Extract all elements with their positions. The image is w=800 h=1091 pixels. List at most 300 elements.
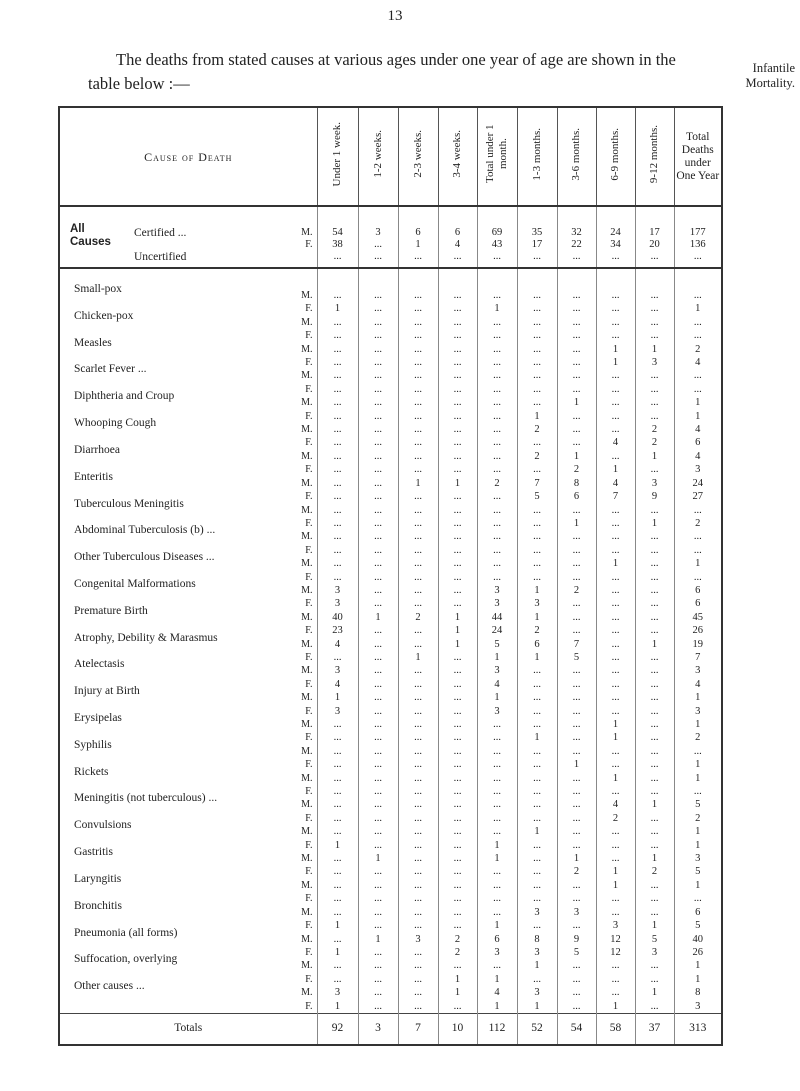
value-cell: ... [398, 825, 438, 838]
value-cell: 2 [517, 450, 557, 463]
value-cell: ... [438, 865, 477, 878]
value-cell: ... [477, 289, 517, 302]
value-cell: ... [517, 758, 557, 771]
value-cell: ... [477, 530, 517, 543]
value-cell: ... [358, 423, 398, 436]
sex-label: M. [301, 853, 313, 865]
value-cell: ... [635, 678, 674, 691]
value-cell: ... [557, 664, 596, 677]
value-cell: 3 [517, 906, 557, 919]
value-cell: 1 [596, 718, 635, 731]
sex-label: M. [301, 477, 313, 489]
value-cell: ... [674, 892, 722, 905]
value-cell: ... [635, 745, 674, 758]
sex-label: F. [305, 517, 313, 529]
cause-label-cell [59, 631, 317, 651]
value-cell: ... [317, 825, 358, 838]
value-cell: 2 [674, 343, 722, 356]
sex-label: F. [305, 571, 313, 583]
value-cell: ... [398, 396, 438, 409]
value-cell: 6 [557, 490, 596, 503]
value-cell: ... [477, 329, 517, 342]
value-cell: 1 [438, 638, 477, 651]
value-cell: 8 [517, 933, 557, 946]
value-cell: ... [557, 772, 596, 785]
sex-label: F. [305, 920, 313, 932]
value-cell: ... [438, 892, 477, 905]
cause-row [59, 745, 722, 758]
value-cell: 6 [477, 933, 517, 946]
value-cell: ... [596, 638, 635, 651]
cause-name: Meningitis (not tuberculous) ... [74, 792, 218, 805]
value-cell: ... [358, 691, 398, 704]
value-cell: 1 [438, 624, 477, 637]
value-cell: ... [557, 812, 596, 825]
value-cell: ... [635, 410, 674, 423]
value-cell: ... [477, 758, 517, 771]
value-cell: ... [477, 343, 517, 356]
col-header: 1-2 weeks. [358, 107, 398, 206]
side-note-line: Infantile [752, 61, 795, 75]
sex-label: F. [305, 946, 313, 958]
value-cell: ... [674, 544, 722, 557]
cause-row [59, 316, 722, 329]
cause-label-cell [59, 846, 317, 865]
value-cell: ... [557, 798, 596, 811]
value-cell: ... [358, 825, 398, 838]
value-cell: ... [557, 624, 596, 637]
value-cell: 1 [317, 946, 358, 959]
value-cell: ... [517, 678, 557, 691]
value-cell: 3 [635, 946, 674, 959]
value-cell: ... [596, 544, 635, 557]
cause-row [59, 839, 722, 852]
value-cell: ... [557, 745, 596, 758]
value-cell: ... [635, 731, 674, 744]
value-cell: 3 [477, 584, 517, 597]
value-cell: 1 [674, 557, 722, 570]
cause-row [59, 691, 722, 704]
value-cell: ... [398, 785, 438, 798]
value-cell: ... [635, 302, 674, 315]
col-header: Total under 1 month. [477, 107, 517, 206]
value-cell: 4 [596, 798, 635, 811]
value-cell: ... [477, 865, 517, 878]
certified-label: Certified ... [134, 227, 187, 239]
value-cell: ... [635, 571, 674, 584]
value-cell: ... [317, 477, 358, 490]
value-cell: ... [358, 785, 398, 798]
cause-name: Pneumonia (all forms) [74, 926, 178, 939]
value-cell: ... [477, 745, 517, 758]
value-cell: 3 [517, 946, 557, 959]
cause-label-cell [59, 470, 317, 490]
value-cell: ... [596, 383, 635, 396]
value-cell: ... [635, 906, 674, 919]
cause-row [59, 852, 722, 865]
value-cell: ... [477, 316, 517, 329]
value-cell: 12 [596, 933, 635, 946]
sex-label: M. [301, 450, 313, 462]
value-cell: 2 [596, 812, 635, 825]
value-cell: ... [358, 597, 398, 610]
value-cell: ... [557, 504, 596, 517]
cause-row [59, 450, 722, 463]
value-cell: 45 [674, 611, 722, 624]
value-cell: ... [477, 571, 517, 584]
value-cell: ... [398, 316, 438, 329]
value-cell: ... [596, 410, 635, 423]
cause-label-cell [59, 524, 317, 543]
cause-row [59, 557, 722, 570]
value-cell: 7 [674, 651, 722, 664]
value-cell: ... [557, 973, 596, 986]
value-cell: ... [438, 678, 477, 691]
value-cell: 7 [557, 638, 596, 651]
cause-row [59, 959, 722, 972]
value-cell: 1 [635, 450, 674, 463]
value-cell: ... [358, 383, 398, 396]
value-cell: 2 [635, 423, 674, 436]
value-cell: ... [317, 356, 358, 369]
value-cell: ... [398, 584, 438, 597]
value-cell: 3 [674, 1000, 722, 1014]
value-cell: ... [635, 664, 674, 677]
value-cell: ... [317, 959, 358, 972]
value-cell: ... [398, 718, 438, 731]
value-cell: 4 [317, 638, 358, 651]
value-cell: ... [317, 436, 358, 449]
sex-label: F. [305, 437, 313, 449]
value-cell: ... [517, 557, 557, 570]
value-cell: ... [517, 785, 557, 798]
value-cell: 1 [517, 825, 557, 838]
value-cell: ... [557, 959, 596, 972]
cause-label-cell [59, 926, 317, 946]
cause-name: Laryngitis [74, 872, 122, 885]
value-cell: ... [358, 571, 398, 584]
value-cell: ... [317, 718, 358, 731]
value-cell: ... [635, 624, 674, 637]
value-cell: ... [635, 839, 674, 852]
cause-label-cell [59, 1000, 317, 1014]
value-cell: ... [438, 316, 477, 329]
value-cell: 27 [674, 490, 722, 503]
value-cell: ... [398, 490, 438, 503]
value-cell: ... [317, 812, 358, 825]
value-cell: ... [517, 302, 557, 315]
cause-name: Measles [74, 336, 112, 349]
value-cell: ... [398, 638, 438, 651]
value-cell: 1 [674, 718, 722, 731]
sex-label: M. [301, 960, 313, 972]
value-cell: ... [557, 986, 596, 999]
cause-row [59, 986, 722, 999]
value-cell: ... [438, 718, 477, 731]
value-cell: ... [635, 691, 674, 704]
value-cell: ... [438, 691, 477, 704]
cause-label-cell [59, 980, 317, 999]
value-cell: 2 [674, 812, 722, 825]
cause-header: Cause of Death [59, 107, 317, 206]
cause-name: Other Tuberculous Diseases ... [74, 551, 215, 564]
value-cell: ... [635, 544, 674, 557]
value-cell: 2 [438, 946, 477, 959]
all-causes-row: F. 38 ... 1 4 43 17 22 34 20 136 [59, 239, 722, 251]
value-cell: 1 [438, 477, 477, 490]
cause-name: Small-pox [74, 283, 122, 295]
value-cell: 3 [317, 664, 358, 677]
value-cell: 2 [557, 865, 596, 878]
value-cell: 3 [517, 986, 557, 999]
value-cell: ... [398, 289, 438, 302]
value-cell: ... [438, 785, 477, 798]
value-cell: 1 [674, 410, 722, 423]
value-cell: 1 [438, 611, 477, 624]
col-header: 3-6 months. [557, 107, 596, 206]
cause-label-cell [59, 283, 317, 302]
value-cell: ... [596, 450, 635, 463]
value-cell: ... [398, 517, 438, 530]
value-cell: 2 [674, 517, 722, 530]
value-cell: ... [557, 356, 596, 369]
value-cell: ... [517, 329, 557, 342]
value-cell: ... [438, 530, 477, 543]
value-cell: 1 [635, 798, 674, 811]
value-cell: 1 [596, 356, 635, 369]
sex-label: F. [305, 866, 313, 878]
value-cell: ... [317, 892, 358, 905]
value-cell: ... [517, 973, 557, 986]
value-cell: ... [438, 731, 477, 744]
cause-name: Congenital Malformations [74, 577, 196, 590]
value-cell: ... [398, 356, 438, 369]
value-cell: ... [477, 798, 517, 811]
cause-row [59, 356, 722, 369]
value-cell: 9 [635, 490, 674, 503]
value-cell: 1 [674, 879, 722, 892]
value-cell: ... [477, 785, 517, 798]
col-header: Under 1 week. [317, 107, 358, 206]
cause-label-cell [59, 899, 317, 919]
value-cell: ... [596, 302, 635, 315]
value-cell: ... [438, 571, 477, 584]
value-cell: ... [398, 436, 438, 449]
value-cell: ... [438, 544, 477, 557]
value-cell: ... [635, 1000, 674, 1014]
value-cell: ... [358, 664, 398, 677]
value-cell: 8 [674, 986, 722, 999]
value-cell: 5 [674, 919, 722, 932]
value-cell: ... [398, 839, 438, 852]
cause-row [59, 906, 722, 919]
cause-row [59, 933, 722, 946]
value-cell: 3 [477, 946, 517, 959]
value-cell: 1 [517, 731, 557, 744]
cause-name: Convulsions [74, 819, 132, 832]
value-cell: ... [477, 423, 517, 436]
value-cell: 3 [674, 705, 722, 718]
value-cell: 3 [477, 705, 517, 718]
value-cell: 1 [557, 517, 596, 530]
value-cell: ... [438, 1000, 477, 1014]
cause-label-cell [59, 443, 317, 463]
col-header: 2-3 weeks. [398, 107, 438, 206]
sex-label: F. [305, 786, 313, 798]
value-cell: ... [674, 530, 722, 543]
value-cell: ... [317, 343, 358, 356]
cause-row [59, 597, 722, 610]
infant-mortality-table [58, 106, 723, 1046]
value-cell: 1 [477, 973, 517, 986]
value-cell: ... [674, 571, 722, 584]
value-cell: ... [358, 410, 398, 423]
value-cell: ... [398, 329, 438, 342]
value-cell: ... [358, 624, 398, 637]
value-cell: ... [317, 544, 358, 557]
sex-label: F. [305, 410, 313, 422]
value-cell: 3 [517, 597, 557, 610]
value-cell: 1 [517, 959, 557, 972]
value-cell: ... [596, 651, 635, 664]
cause-name: Scarlet Fever ... [74, 363, 147, 376]
value-cell: 1 [596, 557, 635, 570]
sex-label: M. [301, 772, 313, 784]
cause-name: Syphilis [74, 738, 112, 751]
value-cell: 3 [635, 477, 674, 490]
value-cell: ... [596, 825, 635, 838]
value-cell: ... [674, 383, 722, 396]
value-cell: 5 [557, 651, 596, 664]
cause-row [59, 343, 722, 356]
value-cell: ... [358, 530, 398, 543]
value-cell: 2 [477, 477, 517, 490]
cause-row [59, 423, 722, 436]
value-cell: ... [398, 865, 438, 878]
value-cell: ... [596, 745, 635, 758]
value-cell: ... [596, 597, 635, 610]
sex-label: M. [301, 531, 313, 543]
value-cell: ... [398, 369, 438, 382]
value-cell: ... [557, 343, 596, 356]
value-cell: 1 [317, 919, 358, 932]
value-cell: 1 [674, 973, 722, 986]
cause-name: Other causes ... [74, 980, 145, 993]
cause-row [59, 477, 722, 490]
value-cell: ... [635, 329, 674, 342]
value-cell: 1 [517, 611, 557, 624]
value-cell: ... [517, 383, 557, 396]
cause-row [59, 289, 722, 302]
value-cell: 1 [557, 852, 596, 865]
value-cell: 1 [596, 731, 635, 744]
value-cell: ... [596, 664, 635, 677]
cause-name: Premature Birth [74, 604, 148, 617]
value-cell: ... [557, 597, 596, 610]
value-cell: ... [596, 758, 635, 771]
sex-label: M. [301, 424, 313, 436]
cause-row [59, 463, 722, 476]
value-cell: ... [438, 798, 477, 811]
value-cell: ... [557, 691, 596, 704]
cause-name: Suffocation, overlying [74, 953, 178, 966]
value-cell: 1 [517, 1000, 557, 1014]
value-cell: ... [517, 664, 557, 677]
value-cell: ... [596, 517, 635, 530]
col-header: 9-12 months. [635, 107, 674, 206]
value-cell: ... [358, 919, 398, 932]
cause-row [59, 329, 722, 342]
value-cell: ... [358, 557, 398, 570]
value-cell: ... [557, 839, 596, 852]
value-cell: ... [317, 450, 358, 463]
value-cell: ... [557, 919, 596, 932]
value-cell: ... [358, 973, 398, 986]
value-cell: ... [358, 316, 398, 329]
value-cell: 1 [635, 638, 674, 651]
value-cell: ... [358, 798, 398, 811]
cause-row [59, 584, 722, 597]
value-cell: ... [517, 289, 557, 302]
cause-label-cell [59, 309, 317, 329]
value-cell: ... [358, 718, 398, 731]
value-cell: ... [438, 490, 477, 503]
value-cell: ... [438, 879, 477, 892]
sex-label: M. [301, 343, 313, 355]
value-cell: ... [477, 731, 517, 744]
value-cell: ... [635, 973, 674, 986]
cause-name: Atrophy, Debility & Marasmus [74, 631, 218, 644]
all-causes-label: Causes [70, 236, 111, 248]
cause-row [59, 436, 722, 449]
sex-label: M. [301, 826, 313, 838]
sex-label: M. [301, 316, 313, 328]
value-cell: ... [517, 852, 557, 865]
value-cell: ... [398, 812, 438, 825]
value-cell: ... [635, 584, 674, 597]
value-cell: 1 [557, 450, 596, 463]
value-cell: ... [438, 383, 477, 396]
value-cell: ... [596, 785, 635, 798]
value-cell: ... [635, 611, 674, 624]
value-cell: ... [596, 986, 635, 999]
value-cell: ... [596, 329, 635, 342]
sex-label: F. [305, 839, 313, 851]
value-cell: ... [477, 959, 517, 972]
value-cell: ... [358, 477, 398, 490]
value-cell: ... [635, 396, 674, 409]
col-header: 1-3 months. [517, 107, 557, 206]
value-cell: 6 [674, 436, 722, 449]
value-cell: 1 [596, 1000, 635, 1014]
value-cell: ... [438, 839, 477, 852]
value-cell: ... [596, 396, 635, 409]
value-cell: ... [557, 718, 596, 731]
cause-row [59, 410, 722, 423]
value-cell: ... [557, 571, 596, 584]
value-cell: ... [398, 758, 438, 771]
cause-row [59, 530, 722, 543]
sex-label: F. [305, 893, 313, 905]
value-cell: 3 [317, 584, 358, 597]
value-cell: ... [438, 664, 477, 677]
value-cell: 3 [317, 597, 358, 610]
sex-label: F. [305, 330, 313, 342]
value-cell: ... [358, 839, 398, 852]
value-cell: ... [596, 530, 635, 543]
value-cell: 9 [557, 933, 596, 946]
value-cell: ... [438, 436, 477, 449]
